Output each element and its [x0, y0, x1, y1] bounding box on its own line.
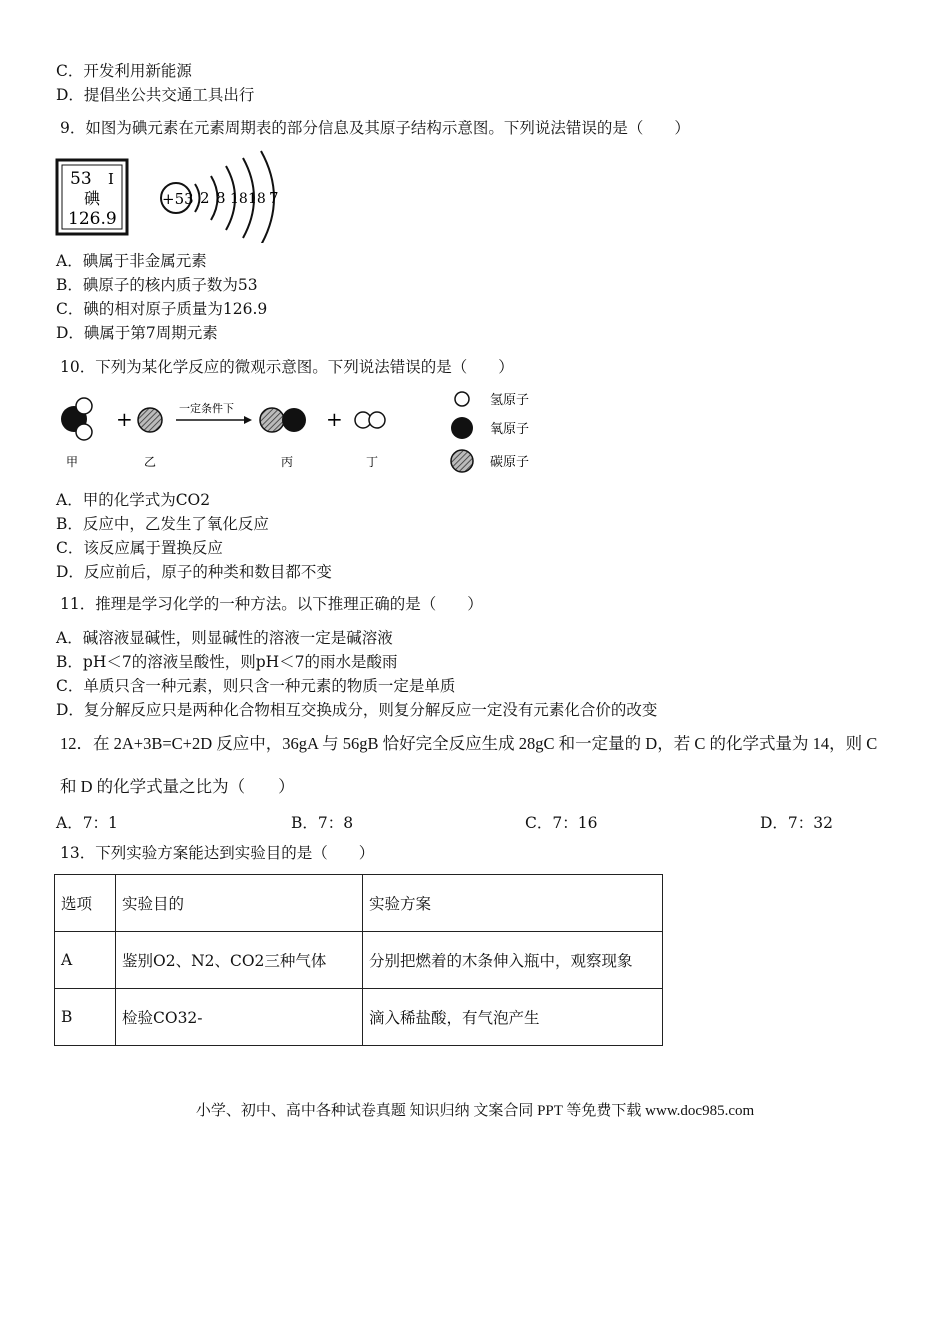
- molecule-bing: [260, 408, 306, 432]
- legend-hydrogen-symbol: [455, 392, 469, 406]
- q10-option-c: C．该反应属于置换反应: [56, 539, 223, 557]
- q8-option-d: D．提倡坐公共交通工具出行: [56, 86, 255, 104]
- shell-4-electrons: 18: [248, 191, 266, 207]
- q11-option-c: C．单质只含一种元素，则只含一种元素的物质一定是单质: [56, 677, 456, 695]
- table-cell: B: [55, 989, 116, 1046]
- q10-option-a: A．甲的化学式为CO2: [56, 491, 211, 509]
- table-header-cell: 选项: [55, 875, 116, 932]
- page-footer: 小学、初中、高中各种试卷真题 知识归纳 文案合同 PPT 等免费下载 www.doc985.com: [195, 1103, 755, 1119]
- shell-5-electrons: 7: [269, 189, 279, 207]
- table-cell: 分别把燃着的木条伸入瓶中，观察现象: [363, 932, 663, 989]
- q10-option-d: D．反应前后，原子的种类和数目都不变: [56, 563, 332, 581]
- q13-stem: 13．下列实验方案能达到实验目的是（ ）: [60, 844, 375, 862]
- element-symbol: I: [108, 170, 114, 188]
- q12-option-c: C．7：16: [525, 814, 598, 832]
- reaction-arrow-head: [244, 416, 252, 424]
- table-row: [55, 989, 663, 1046]
- table-cell: 滴入稀盐酸，有气泡产生: [363, 989, 663, 1046]
- q9-option-b: B．碘原子的核内质子数为53: [56, 276, 258, 294]
- q9-stem: 9．如图为碘元素在元素周期表的部分信息及其原子结构示意图。下列说法错误的是（ ）: [60, 119, 690, 137]
- element-name: 碘: [84, 189, 101, 208]
- label-bing: 丙: [281, 455, 294, 469]
- plus-sign-1: +: [116, 407, 133, 431]
- table-header-cell: 实验方案: [363, 875, 663, 932]
- legend-oxygen-label: 氧原子: [490, 422, 530, 437]
- label-yi: 乙: [144, 455, 157, 469]
- table-header-cell: 实验目的: [116, 875, 363, 932]
- legend-hydrogen-label: 氢原子: [490, 393, 530, 408]
- table-cell: A: [55, 932, 116, 989]
- table-cell: 鉴别O2、N2、CO2三种气体: [116, 932, 363, 989]
- molecule-ding: [355, 412, 385, 428]
- q11-option-a: A．碱溶液显碱性，则显碱性的溶液一定是碱溶液: [56, 629, 393, 647]
- q9-option-a: A．碘属于非金属元素: [56, 252, 207, 270]
- atomic-number: 53: [70, 169, 92, 189]
- legend-carbon-symbol: [451, 450, 473, 472]
- q12-stem-line1: 12．在 2A+3B=C+2D 反应中，36gA 与 56gB 恰好完全反应生成 28gC 和一定量的 D，若 C 的化学式量为 14，则 C: [60, 734, 878, 753]
- q13-experiment-table: [54, 874, 663, 1046]
- molecule-yi: [138, 408, 162, 432]
- q10-option-b: B．反应中，乙发生了氧化反应: [56, 515, 269, 533]
- q12-option-b: B．7：8: [291, 814, 354, 832]
- q12-option-a: A．7：1: [56, 814, 118, 832]
- table-header-row: [55, 875, 663, 932]
- shell-3-electrons: 18: [230, 191, 248, 207]
- shell-2-electrons: 8: [216, 189, 226, 207]
- nucleus-charge: +53: [162, 190, 194, 208]
- atomic-mass: 126.9: [68, 209, 117, 229]
- legend-oxygen-symbol: [451, 417, 473, 439]
- q10-stem: 10．下列为某化学反应的微观示意图。下列说法错误的是（ ）: [60, 358, 514, 376]
- shell-1-electrons: 2: [200, 189, 210, 207]
- q12-stem-line2: 和 D 的化学式量之比为（ ）: [60, 777, 295, 796]
- q11-stem: 11．推理是学习化学的一种方法。以下推理正确的是（ ）: [60, 595, 483, 613]
- legend-carbon-label: 碳原子: [490, 455, 530, 470]
- table-row: [55, 932, 663, 989]
- q9-iodine-figure: [54, 148, 294, 243]
- q12-option-d: D．7：32: [760, 814, 834, 832]
- molecule-jia: [61, 398, 92, 440]
- q10-reaction-figure: [54, 384, 554, 484]
- q11-option-b: B．pH＜7的溶液呈酸性，则pH＜7的雨水是酸雨: [56, 653, 398, 671]
- q9-option-c: C．碘的相对原子质量为126.9: [56, 300, 268, 318]
- reaction-condition: 一定条件下: [179, 402, 234, 415]
- q11-option-d: D．复分解反应只是两种化合物相互交换成分，则复分解反应一定没有元素化合价的改变: [56, 701, 658, 719]
- label-jia: 甲: [66, 455, 79, 469]
- table-cell: 检验CO32-: [116, 989, 363, 1046]
- label-ding: 丁: [366, 455, 379, 469]
- q8-option-c: C．开发利用新能源: [56, 62, 192, 80]
- q9-option-d: D．碘属于第7周期元素: [56, 324, 218, 342]
- plus-sign-2: +: [326, 407, 343, 431]
